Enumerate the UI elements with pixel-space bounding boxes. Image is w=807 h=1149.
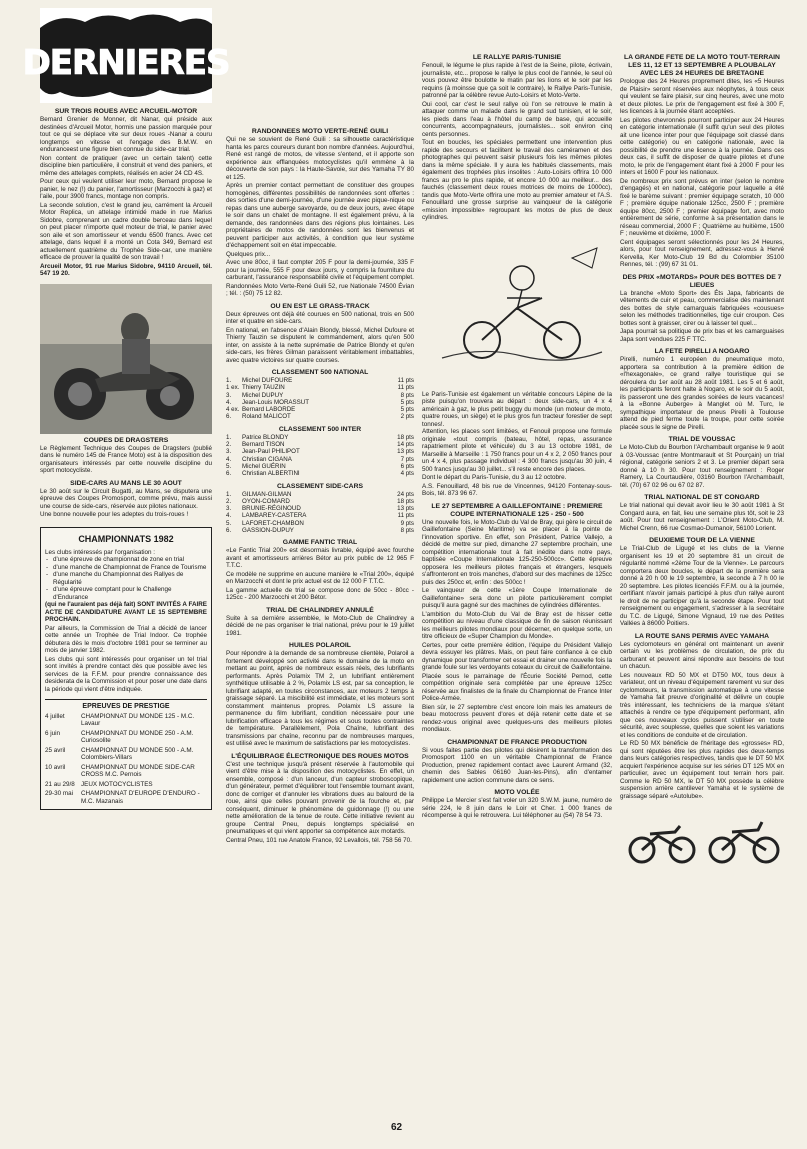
paragraph: (qui ne l'auraient pas déjà fait) SONT INVITÉS A FAIRE ACTE DE CANDIDATURE AVANT LE 15 SEPTEMBRE PROCHAIN. [45,601,207,623]
table-row [226,377,414,384]
heading-classement-500-inter: CLASSEMENT 500 INTER [278,425,362,433]
rank: 4 ex. [226,406,240,414]
table-row [226,392,414,399]
heading-grande-fete: LA GRANDE FETE DE LA MOTO TOUT-TERRAIN LES 11, 12 ET 13 SEPTEMBRE A PLOUBALAY AVEC LES 24 HEURES DE BRETAGNE [624,54,780,77]
paragraph: Suite à sa dernière assemblée, le Moto-Club de Chalindrey a décidé de ne pas organiser le trial national, prévu pour le 19 juillet 1981. [226,614,414,637]
rider: Thierry TAUZIN [242,384,285,392]
paragraph: La branche «Moto Sport» des Éts Japa, fabricants de vêtements de cuir et peau, commercialise dès maintenant des bottes de style camarguais fabriquées «cousues» selon les méthodes traditionnelles, tige cuir croupon. Ces bottes sont à graisser, cirer ou à laisser tel quel... [620,289,784,327]
table-500-inter [226,434,414,478]
event-name: CHAMPIONNAT D'EUROPE D'ENDURO - M.C. Mazanais [81,790,200,805]
heading-classement-side-cars: CLASSEMENT SIDE-CARS [276,482,364,490]
table-row [226,520,414,527]
list-item: - d'une manche de Championnat de France de Tourisme [45,564,207,572]
championnats-box [40,527,212,811]
column-3 [422,8,612,1110]
heading-coupes-dragsters: COUPES DE DRAGSTERS [83,436,169,444]
rank: 4. [226,455,232,463]
rider: GASSION-DUPUY [242,527,294,535]
list-item: - d'une épreuve comptant pour le Challenge d'Endurance [45,586,207,601]
paragraph: L'ambition du Moto-Club du Val de Bray est de hisser cette compétition au niveau d'une classique de fin de saison réunissant les meilleurs pilotes mondiaux pour décerner, en quelque sorte, un titre officieux de «Super Champion du Monde». [422,610,612,640]
table-row [226,456,414,463]
paragraph: Philippe Le Mercier s'est fait voler un 320 S.W.M. jaune, numéro de série 224, le 8 juin dans le Loir et Cher. 1 000 francs de récompense à qui le retrouvera. Lui téléphoner au (54) 78 54 73. [422,797,612,819]
heading-prix-motards: DES PRIX «MOTARDS» POUR DES BOTTES DE 7 LIEUES [622,273,782,289]
paragraph: Si vous faites partie des pilotes qui désirent la transformation des Promosport 1100 en un véritable Championnat de France Production, prenez rapidement contact avec Laurent Armand (32, chemin des Sables 06160 Juan-les-Pins), afin d'entamer rapidement une action commune dans ce sens. [422,746,612,784]
points: 13 pts [397,505,414,513]
heading-equilibrage: L'ÉQUILIBRAGE ÉLECTRONIQUE DES ROUES MOTOS [231,752,409,760]
paragraph: Les nouveaux RD 50 MX et DT50 MX, tous deux à variateur, ont un niveau d'équipement rarement vu sur des cyclomoteurs, la transmission automatique à une vitesse de Yamaha fait preuve d'originalité et délivre un couple très intéressant, les techniciens de la marque s'étant attachés à rendre ce type d'équipement performant, afin que ces nouveaux cyclos puissent s'utiliser en toute sécurité, avec souplesse, quelles que soient les variations et les conditions de conduite et de circulation. [620,671,784,739]
points: 24 pts [397,490,414,498]
paragraph: Le Trial-Club de Ligugé et les clubs de la Vienne organisent les 19 et 20 septembre 81 un circuit de régularité nommé «2ème Tour de la Vienne». Le parcours comportera deux boucles, le départ de la première sera donné à 20 h 00 le 19 septembre, la seconde à 7 h 00 le 20 septembre. Les pilotes licenciés F.F.M. ou à la journée, certifiant n'avoir jamais participé à plus d'un rallye auront le droit de ne participer qu'à la seconde étape. Pour tout renseignement ou engagement, s'adresser à la secrétaire du T.C. de Ligugé, Simone Vignaud, 19 rue des Petites Vallées à 86000 Poitiers. [620,545,784,627]
paragraph: Ce modèle ne supprime en aucune manière le «Trial 200», équipé en Marzocchi et dont le prix actuel est de 12 000 F T.T.C. [226,570,414,586]
box-intro: Les clubs intéressés par l'organisation : [45,548,156,556]
points: 2 pts [400,413,414,421]
points: 7 pts [400,455,414,463]
points: 8 pts [400,527,414,535]
heading-fantic-trial: GAMME FANTIC TRIAL [282,539,358,547]
points: 8 pts [400,391,414,399]
paragraph: En national, en l'absence d'Alain Blondy, blessé, Michel Dufoure et Thierry Tauzin se disputent le commandement, alors qu'en 500 inter, on assiste à la nette suprématie de Patrice Blondy et qu'en side-cars, les frères Gilman paraissent véritablement imbattables, avec quatre victoires sur quatre courses. [226,326,414,364]
rank: 6. [226,413,232,421]
paragraph: Prologue des 24 Heures proprement dites, les «5 Heures de Plaisir» seront réservées aux néophytes, à tous ceux qui veulent se faire plaisir, sur cinq heures, avec une moto et deux pilotes. Le prix de l'engagement est fixé à 300 F, les licences à la journée étant acceptées. [620,78,784,115]
heading-chalindrey: TRIAL DE CHALINDREY ANNULÉ [266,606,374,614]
rider: Jean-Louis MORASSUT [242,398,310,406]
paragraph: Avec une 80cc, il faut compter 205 F pour la demi-journée, 335 F pour la journée, 555 F pour deux jours, y compris la fourniture du carburant, l'assurance responsabilité civile et l'équipement complet. [226,259,414,281]
rider: Christian ALBERTINI [242,470,300,478]
event-date: 25 avril [45,746,66,754]
svg-text:DERNIERES: DERNIERES [22,43,230,83]
rank: 1. [226,377,232,384]
address: A.S. Fenouillard, 48 bis rue de Vincennes, 94120 Fontenay-sous-Bois, tél. 873 96 67. [422,482,612,497]
points: 18 pts [397,433,414,441]
paragraph: Après un premier contact permettant de constituer des groupes homogènes, différentes possibilités de randonnées sont offertes : des sorties d'une demi-journée, d'une journée avec pique-nique ou repas dans une auberge savoyarde, ou de deux jours, avec étape le soir dans un chalet de montagne. Il est également prévu, à la demande, des randonnées dans des régions plus lointaines. Les propriétaires de motos de randonnées sont les bienvenus et peuvent participer aux activités, à condition que leur système d'échappement soit en état impeccable. [226,182,414,249]
heading-randonnees: RANDONNEES MOTO VERTE-RENÉ GUILI [251,128,389,135]
points: 14 pts [397,441,414,449]
paragraph: Pour ceux qui veulent utiliser leur moto, Bernard propose le panier, le nez (!) du panier, l'amortisseur (Marzocchi à gaz) et l'aile, pour 3900 francs, montage non compris. [40,178,212,200]
heading-grass-track: OU EN EST LE GRASS-TRACK [270,302,370,310]
heading-trial-st-congard: TRIAL NATIONAL DE ST CONGARD [644,494,760,501]
rank: 2. [226,441,232,449]
paragraph: Les pilotes chevronnés pourront participer aux 24 Heures en catégorie internationale (il suffit qu'un seul des pilotes ait une licence inter pour que l'équipage soit classé dans cette catégorie) ou en catégorie nationale, avec la possibilité de prendre une licence à la journée. Dans ces deux cas, il suffit de disposer de quatre pilotes et d'une moto, le prix de l'engagement étant fixé à 2000 F pour les inters et 1600 F pour les nationaux. [620,116,784,176]
paragraph: Le trial national qui devait avoir lieu le 30 août 1981 à St Congard aura, en fait, lieu une semaine plus tôt, soit le 23 août. Pour tout renseignement : L'Orient Moto-Club, M. Michel Crenn, 66 rue Cosmao-Dumanoir, 56100 Lorient. [620,502,784,532]
table-row [226,470,414,477]
heading-championnat-production: CHAMPIONNAT DE FRANCE PRODUCTION [447,738,587,746]
paragraph: Cent équipages seront sélectionnés pour les 24 Heures, alors, pour tout renseignement, adressez-vous à Hervé Kervella, Ker Moto-Club 19 Bd du Colombier 35100 Rennes, tél. : (99) 67 31 01. [620,238,784,268]
event-date: 10 avril [45,763,66,771]
dernieres-logo [22,8,230,103]
rider: Michel DUPUY [242,391,284,399]
points: 4 pts [400,470,414,478]
paragraph: De nombreux prix sont prévus en inter (selon le nombre d'engagés) et en national, catégorie pour laquelle a été fixé le barème suivant : premier équipage scratch, 10 000 F ; première équipe nationale 125cc, 2500 F ; première équipe 80cc, 2500 F ; premier équipage fort, avec moto entièrement de série, conforme à sa présentation dans le réseau commercial, 2000 F ; Quatrième au huitième, 1500 F ; neuvième et dixième, 1000 F. [620,177,784,237]
rank: 1. [226,490,232,498]
rank: 1 ex. [226,384,240,392]
event-row [45,790,207,805]
rider: Michel DUFOURE [242,377,293,384]
rank: 5. [226,462,232,470]
rider: Patrice BLONDY [242,433,289,441]
paragraph: Central Pneu, 101 rue Anatole France, 92 Levallois, tél. 758 56 70. [226,836,412,844]
paragraph: Fenouil, le légume le plus rapide à l'est de la Seine, pilote, écrivain, journaliste, etc... propose le rallye le plus cool de l'année, le seul où vous pouvez être boulotte le matin par les lions et le soir par les requins (à moinsse que ça soit le contraire), le Rallye Paris-Tunisie, patronné par la célèbre revue Auto-Loisirs et Moto-Verte. [422,62,612,99]
event-name: CHAMPIONNAT DU MONDE 250 - A.M. Curiosolite [81,729,194,744]
heading-trial-voussac: TRIAL DE VOUSSAC [668,436,736,443]
heading-side-cars-mans: SIDE-CARS AU MANS LE 30 AOUT [70,479,182,487]
event-date: 6 juin [45,729,61,737]
table-row [226,463,414,470]
rider: Bernard TISON [242,441,285,449]
event-row [45,781,207,789]
paragraph: Certes, pour cette première édition, l'équipe du Président Vallejo devra essuyer les plâtres. Mais, on peut faire confiance à ce club dynamique pour transformer cet essai et drainer une nouvelle fois la grande foule sur les verdoyants coteaux du circuit de Gaillefontaine. [422,641,612,671]
list-item: - d'une épreuve de championnat de zone en trial [45,556,207,564]
points: 5 pts [400,406,414,414]
event-name: CHAMPIONNAT DU MONDE 500 - A.M. Colombiers-Villars [81,746,194,761]
points: 5 pts [400,398,414,406]
rank: 3. [226,505,232,513]
table-row [226,384,414,391]
table-side-cars [226,491,414,535]
column-4 [620,8,784,1110]
rider: Jean-Paul PHILIPOT [242,448,300,456]
table-row [226,512,414,519]
rider: Christian CIGANA [242,455,292,463]
rank: 3. [226,448,232,456]
points: 11 pts [397,512,414,520]
paragraph: Oui cool, car c'est le seul rallye où l'on se retrouve le matin à attaquer comme un malade dans le grand sud tunisien, et le soir, les pieds dans l'eau à l'hôtel du camp de base, qui accueille concurrents, accompagnateurs, journalistes... soit environ cinq cents personnes. [422,100,612,138]
paragraph: Les cyclomoteurs en général ont maintenant un avenir certain vu les problèmes de circulation, de prix du carburant et peuvent ainsi répondre aux besoins de tout un chacun. [620,640,784,670]
heading-fete-pirelli: LA FETE PIRELLI A NOGARO [654,348,750,355]
rank: 5. [226,519,232,527]
cartoon-illustration [422,228,612,388]
event-name: JEUX MOTOCYCLISTES [81,780,153,788]
paragraph: Une nouvelle fois, le Moto-Club du Val de Bray, qui gère le circuit de Gaillefontaine (Seine Maritime) va se placer à la pointe de l'innovation sportive. En effet, son Président, Patrice Vallejo, a décidé de mettre sur pied, dimanche 27 septembre prochain, une compétition internationale tout à fait inédite dans notre pays, baptisée «Coupe Internationale 125-250-500cc». Cette épreuve opposera les meilleurs pilotes français et étrangers, lesquels s'affronteront en trois manches, d'abord sur des machines de 125cc puis des 250cc et, enfin : des 500cc ! [422,518,612,586]
paragraph: Attention, les places sont limitées, et Fenouil propose une formule originale «tout compris (bateau, hôtel, repas, assurance rapatriement pilote et véhicule) du 3 au 13 octobre 1981, de Marseille à Marseille : 1 750 francs pour un 4 x 2, 2 050 francs pour un 4 x 4, plus passage individuel : 4 300 francs jusqu'au 30 juin, 4 500 francs jusqu'au 30 juillet... s'il reste encore des places. [422,428,612,473]
table-row [226,527,414,534]
table-row [226,441,414,448]
paragraph: Le 30 août sur le Circuit Bugatti, au Mans, se disputera une épreuve des Coupes Promosport, comme prévu, mais aussi une course de side-cars, réservée aux pilotes nationaux. [40,487,212,510]
heading-gaillefontaine: LE 27 SEPTEMBRE A GAILLEFONTAINE : PREMIERE COUPE INTERNATIONALE 125 - 250 - 500 [431,502,603,518]
table-row [226,448,414,455]
event-name: CHAMPIONNAT DU MONDE 125 - M.C. Lavaur [81,712,195,727]
paragraph: Pirelli, numéro 1 européen du pneumatique moto, apportera sa contribution à la première édition de «l'hexagonale», ce grand rallye touristique qui se déroulera du 1er août au 28 août 1981. Les 5 et 6 août, les participants feront halte à Nogaro, et le soir du 5 août, ils passeront une des grandes soirées de leurs vacances! à la «Bonne Auberge» à Manglet où M. Turc, le sympathique importateur de pneus Pirelli à Toulouse attend de pied ferme toute la troupe, pour cette soirée placée sous le signe de Pirelli. [620,356,784,431]
address: Arcueil Motor, 91 rue Marius Sidobre, 94110 Arcueil, tél. 547 19 20. [40,262,212,277]
event-row [45,764,207,779]
points: 18 pts [397,497,414,505]
event-row [45,713,207,728]
heading-paris-tunisie: LE RALLYE PARIS-TUNISIE [472,54,562,61]
paragraph: Bernard Grenier de Monner, dit Nanar, qui préside aux destinées d'Arcueil Motor, hormis une passion marquée pour tout ce qui se déplace vite sur deux roues -Nanar a couru longtemps en vitesse et l'engage des B.M.W. en enduranceest une figure bien connue du side-car trial. [40,116,212,153]
paragraph: Le RD 50 MX bénéficie de l'héritage des «grosses» RD, qui sont réputées être les plus rapides des deux-temps dans leurs catégories respectives, tandis que le DT 50 MX acquiert l'expérience acquise sur les séries DT 125 MX en particulier, avec un équipement tout terrain hors pair. Comme le RD 50 MX, le DT 50 MX possède la célèbre suspension arrière cantilever Yamaha et le système de graissage séparé «Autolube». [620,740,784,800]
paragraph: Non content de pratiquer (avec un certain talent) cette discipline bien particulière, il construit et vend des paniers, et même des attelages complets, réalisés en acier 24 CD 4S. [40,154,212,177]
caption: Le Paris-Tunisie est également un véritable concours Lépine de la piste puisqu'on trouvera au départ : deux side-cars, un 4 x 4 américain à gaz, le plus petit buggy du monde (un moteur de moto, quatre roues, un siège) et le plus gros fun tracteur forestier de sept tonnes!. [422,390,612,428]
table-row [226,505,414,512]
event-date: 21 au 29/8 [45,780,75,788]
rider: BRUNIE-RÉGINOUD [242,505,301,513]
table-row [226,498,414,505]
event-date: 29-30 mai [45,790,74,797]
table-row [226,406,414,413]
event-name: CHAMPIONNAT DU MONDE SIDE-CAR CROSS M.C. Pernois [81,763,195,778]
table-row [226,399,414,406]
table-row [226,413,414,420]
box-list [45,556,207,601]
paragraph: Pour répondre à la demande de sa nombreuse clientèle, Polaroil a fortement développé son activité dans le domaine de la moto en mettant au point, après de nombreux essais réels, des lubrifiants performants. Après Polamix TM 2, un lubrifiant entièrement synthétique utilisable à 2 %, Polamix LS est, par sa conception, le lubrifiant adapté, en toutes circonstances, aux moteurs 2 temps à graissage séparé. La miscibilité est immédiate, et les moteurs sont constamment maintenus propres. Polamix LS assure la permanence du film lubrifiant, condition nécessaire pour une lubrification efficace à tous les régimes et sous toutes contraintes de température. Parallèlement, Pola Chaîne, lubrifiant des transmissions par chaîne, reconnu par de nombreuses marques, est utilisé avec le maximum de satisfactions par les motocyclistes. [226,650,414,748]
yamaha-mopeds-photo [620,806,784,866]
box-title: CHAMPIONNATS 1982 [78,533,174,544]
rank: 3. [226,391,232,399]
paragraph: Bien sûr, le 27 septembre c'est encore loin mais les amateurs de beau motocross peuvent d'ores et déjà retenir cette date et se rendez-vous original avec quelques-uns des meilleurs pilotes mondiaux. [422,703,612,733]
event-date: 4 juillet [45,712,65,720]
paragraph: Placée sous le parrainage de l'Écurie Société Pernod, cette compétition originale sera complétée par une épreuve 125cc réservée aux finalistes de la finale du Championnat de France Inter Police-Armée. [422,672,612,702]
rider: Bernard LABORDE [242,406,296,414]
paragraph: Une bonne nouvelle pour les adeptes du trois-roues ! [40,511,189,518]
rider: GILMAN-GILMAN [242,490,292,498]
rank: 6. [226,470,232,478]
page-number: 62 [391,1122,403,1133]
table-row [226,491,414,498]
paragraph: La gamme actuelle de trial se compose donc de 50cc - 80cc - 125cc - 200 Marzocchi et 200 Bétor. [226,586,414,602]
paragraph: Tout en boucles, les spéciales permettent une intervention plus rapide des secours et facilitent le travail des caméramen et des photographes qui peuvent saisir plusieurs fois les mêmes pilotes dans la même spéciale. Il y aura les habitués classements, mais également des trophées plus insolites : Auto-Loisirs offrira 10 000 francs au pro le plus rapide, et encore 10 000 au meilleur... des fauchés (classement deux roues motrices de moins de 1000cc), tandis que Moto-Verte offrira une moto au premier amateur et l'A.S. Fenouillard une grosse surprise au vainqueur de la catégorie «mission impossible» regroupant les motos de plus de deux cylindres. [422,139,612,221]
paragraph: Deux épreuves ont déjà été courues en 500 national, trois en 500 inter et quatre en side-cars. [226,310,414,325]
heading-tour-vienne: DEUXIEME TOUR DE LA VIENNE [649,537,755,544]
table-500-national [226,377,414,421]
points: 9 pts [400,519,414,527]
column-2 [226,8,414,1110]
points: 13 pts [397,448,414,456]
paragraph: C'est une technique jusqu'à présent réservée à l'automobile qui vient d'être mise à la disposition des motocyclistes. En effet, un ensemble, composé : d'un lanceur, d'un capteur stroboscopique, d'un générateur, permet d'équilibrer tout l'ensemble tournant avant, donc de corriger et d'annuler les vibrations dues au balourd de la roue, ainsi que celles pouvant provenir de la fourche et, par conséquent, diminuer le phénomène de guidonnage (!) ou une nette amélioration de la tenue de route. Cette initiative revient au groupe Central Pneu, depuis longtemps spécialisé en pneumatiques et qui vient apporter sa compétence aux motards. [226,760,414,836]
heading-arcueil-motor: SUR TROIS ROUES AVEC ARCUEIL-MOTOR [54,108,198,115]
rider: LAMBAREY-CASTERA [242,512,307,520]
paragraph: «Le Fantic Trial 200» est désormais livrable, équipé avec fourche avant et amortisseurs arrières Bétor au prix public de 12 965 F T.T.C. [226,547,414,570]
rider: Michel GUÉRIN [242,462,286,470]
heading-route-sans-permis: LA ROUTE SANS PERMIS AVEC YAMAHA [634,632,770,640]
caption: Le Règlement Technique des Coupes de Dragsters (publié dans le numéro 145 de France Moto) est à la disposition des organisateurs intéressés par cette nouvelle discipline du sport motocycliste. [40,444,212,474]
paragraph: Dont le départ du Paris-Tunisie, du 3 au 12 octobre. [422,474,567,481]
column-1 [22,8,230,1110]
paragraph: La seconde solution, c'est le grand jeu, carrément la Arcueil Motor Replica, un attelage intimidé made in rue Marius Sidobre, comprenant un cadre double berceau dans lequel on peut placer n'importe quel moteur de trial, le panier avec son aile et son amortisseur et vendu 6500 francs. Avec cet attelage, dans lequel il a monté un Cota 349, Bernard est actuellement quatrième du Trophée Side-car, une manière efficace de prouver la qualité de son travail ! [40,201,212,261]
paragraph: Randonnées Moto Verte-René Guili 52, rue Nationale 74500 Évian ; tél. : (50) 75 12 82. [226,282,414,297]
paragraph: Par ailleurs, la Commission de Trial a décidé de lancer cette année un Trophée de Trial Indoor. Ce trophée débutera dès le mois d'octobre 1981 pour se terminer au mois de janvier 1982. [45,624,207,654]
paragraph: Les clubs qui sont intéressés pour organiser un tel trial sont invités à prendre contact dès que possible avec les services de la F.F.M. pour prendre connaissance des desiderata de la Commission et pour poser une date dans la période qui vient d'être indiquée. [45,655,207,693]
event-row [45,730,207,745]
table-row [226,434,414,441]
rank: 2. [226,497,232,505]
rider: OYON-COMARD [242,497,290,505]
heading-classement-500-national: CLASSEMENT 500 NATIONAL [271,369,369,376]
list-item: - d'une manche du Championnat des Rallyes de Régularité [45,571,207,586]
rider: LAFORET-CHAMBON [242,519,304,527]
rank: 1. [226,433,232,441]
paragraph: Le vainqueur de cette «1ère Coupe Internationale de Gaillefontaine» sera donc un pilote particulièrement complet puisqu'il aura gagné sur des machines de cylindrées différentes. [422,587,612,609]
points: 11 pts [397,377,414,384]
heading-polaroil: HUILES POLAROIL [289,642,351,650]
rank: 4. [226,512,232,520]
paragraph: Quelques prix... [226,250,271,258]
rank: 6. [226,527,232,535]
heading-moto-volee: MOTO VOLÉE [494,789,540,796]
points: 11 pts [397,384,414,392]
event-row [45,747,207,762]
paragraph: Le Moto-Club du Bourbon l'Archambault organise le 9 août à 03-Voussac (entre Montmarault et St Pourçain) un trial régional, catégorie seniors 2 et 3. Le premier départ sera donné à 10 h 30. Pour tout renseignement : Roger Ramery, La Courtaudière, 03160 Bourbon l'Archambault, tél. (70) 67 02 96 ou 67 02 87. [620,444,784,489]
rider: Roland MALICOT [242,413,291,421]
points: 6 pts [400,462,414,470]
events-title: EPREUVES DE PRESTIGE [45,699,207,711]
paragraph: Qui ne se souvient de René Guili : sa silhouette caractéristique hanta les parcs coureurs durant bon nombre d'années. Aujourd'hui, René est rangé de motos, de vitesse s'entend, et il apporte son expérience aux efflanquées motocyclistes qu'il emmène à la découverte de son pays : la Haute-Savoie, sur des Yamaha TY 80 et 125. [226,136,414,181]
sidecar-photo [40,284,212,434]
paragraph: Japa pourrait sa politique de prix bas et les camarguaises Japa sont vendues 225 F TTC. [620,328,784,343]
rank: 4. [226,398,232,406]
